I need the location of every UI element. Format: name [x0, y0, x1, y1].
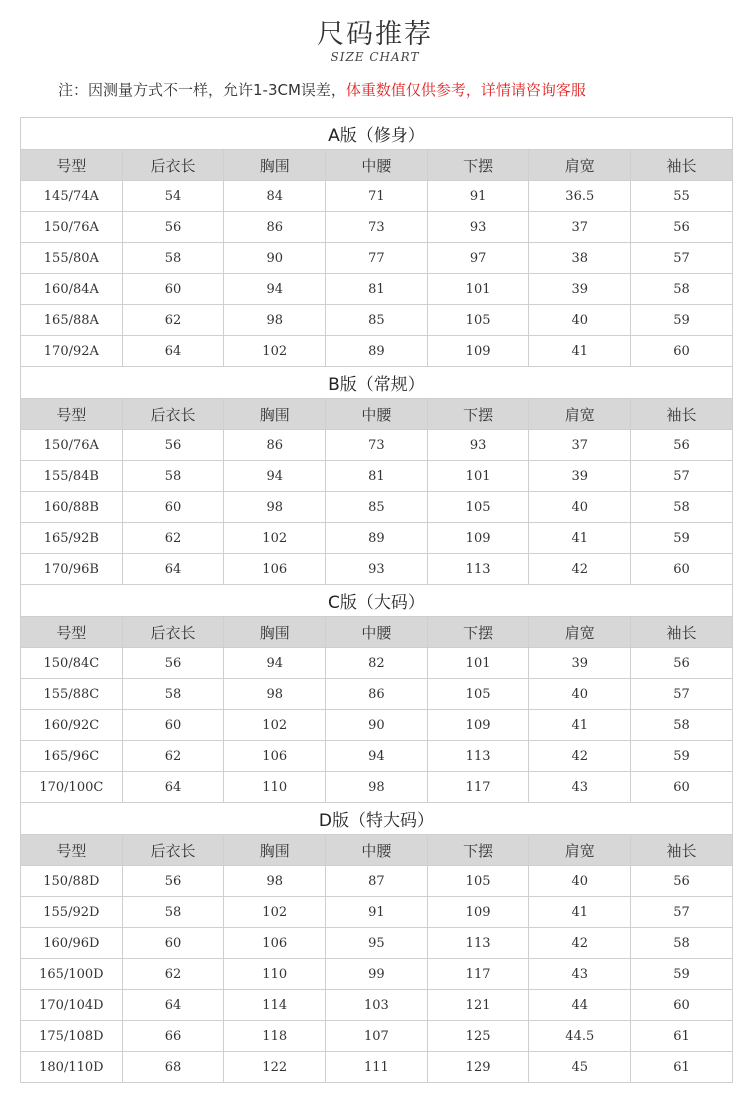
measurement-cell: 62 [122, 741, 224, 772]
size-code-cell: 170/100C [21, 772, 123, 803]
measurement-cell: 56 [631, 866, 733, 897]
table-row [21, 741, 733, 772]
table-row [21, 274, 733, 305]
measurement-cell: 55 [631, 181, 733, 212]
table-row [21, 523, 733, 554]
size-code-cell: 150/76A [21, 430, 123, 461]
measurement-cell: 82 [326, 648, 428, 679]
measurement-cell: 98 [326, 772, 428, 803]
measurement-cell: 42 [529, 554, 631, 585]
table-header-row [21, 399, 733, 430]
table-row [21, 430, 733, 461]
column-header: 胸围 [224, 399, 326, 430]
measurement-cell: 121 [427, 990, 529, 1021]
measurement-cell: 71 [326, 181, 428, 212]
measurement-cell: 59 [631, 959, 733, 990]
column-header: 后衣长 [122, 835, 224, 866]
measurement-cell: 57 [631, 461, 733, 492]
measurement-cell: 109 [427, 897, 529, 928]
measurement-cell: 109 [427, 336, 529, 367]
column-header: 袖长 [631, 835, 733, 866]
size-code-cell: 155/92D [21, 897, 123, 928]
measurement-cell: 105 [427, 305, 529, 336]
measurement-cell: 56 [631, 648, 733, 679]
table-row [21, 897, 733, 928]
measurement-cell: 87 [326, 866, 428, 897]
measurement-cell: 39 [529, 274, 631, 305]
measurement-cell: 39 [529, 648, 631, 679]
column-header: 袖长 [631, 399, 733, 430]
measurement-cell: 58 [122, 679, 224, 710]
measurement-cell: 106 [224, 741, 326, 772]
measurement-cell: 77 [326, 243, 428, 274]
measurement-cell: 37 [529, 430, 631, 461]
section-title: C版（大码） [21, 585, 733, 617]
measurement-cell: 106 [224, 928, 326, 959]
measurement-cell: 86 [224, 430, 326, 461]
measurement-cell: 61 [631, 1021, 733, 1052]
measurement-cell: 89 [326, 523, 428, 554]
column-header: 下摆 [427, 617, 529, 648]
measurement-cell: 99 [326, 959, 428, 990]
page-subtitle: SIZE CHART [330, 50, 420, 64]
table-row [21, 990, 733, 1021]
measurement-cell: 41 [529, 523, 631, 554]
size-code-cell: 165/96C [21, 741, 123, 772]
measurement-cell: 101 [427, 461, 529, 492]
measurement-cell: 56 [122, 430, 224, 461]
measurement-cell: 64 [122, 990, 224, 1021]
table-row [21, 1052, 733, 1083]
table-header-row [21, 617, 733, 648]
measurement-cell: 58 [122, 461, 224, 492]
size-code-cell: 160/88B [21, 492, 123, 523]
measurement-cell: 57 [631, 679, 733, 710]
measurement-cell: 60 [631, 772, 733, 803]
column-header: 袖长 [631, 617, 733, 648]
measurement-cell: 117 [427, 959, 529, 990]
measurement-cell: 101 [427, 648, 529, 679]
measurement-cell: 58 [631, 710, 733, 741]
table-row [21, 305, 733, 336]
column-header: 胸围 [224, 617, 326, 648]
measurement-cell: 36.5 [529, 181, 631, 212]
measurement-cell: 110 [224, 959, 326, 990]
section-title-row [21, 118, 733, 150]
measurement-cell: 64 [122, 772, 224, 803]
column-header: 肩宽 [529, 399, 631, 430]
measurement-cell: 114 [224, 990, 326, 1021]
measurement-cell: 58 [631, 492, 733, 523]
measurement-cell: 98 [224, 492, 326, 523]
column-header: 中腰 [326, 399, 428, 430]
measurement-cell: 98 [224, 866, 326, 897]
column-header: 下摆 [427, 399, 529, 430]
measurement-cell: 61 [631, 1052, 733, 1083]
measurement-cell: 94 [326, 741, 428, 772]
note-text: 注：因测量方式不一样，允许1-3CM误差， [58, 81, 346, 99]
measurement-cell: 91 [427, 181, 529, 212]
table-row [21, 336, 733, 367]
measurement-cell: 60 [122, 928, 224, 959]
section-title-row [21, 585, 733, 617]
measurement-cell: 43 [529, 959, 631, 990]
measurement-cell: 81 [326, 461, 428, 492]
measurement-cell: 105 [427, 866, 529, 897]
measurement-cell: 58 [631, 274, 733, 305]
column-header: 后衣长 [122, 617, 224, 648]
measurement-cell: 62 [122, 959, 224, 990]
column-header: 肩宽 [529, 150, 631, 181]
size-code-cell: 160/96D [21, 928, 123, 959]
measurement-cell: 60 [631, 990, 733, 1021]
table-row [21, 243, 733, 274]
measurement-cell: 103 [326, 990, 428, 1021]
table-row [21, 772, 733, 803]
measurement-cell: 109 [427, 710, 529, 741]
measurement-cell: 107 [326, 1021, 428, 1052]
measurement-cell: 40 [529, 866, 631, 897]
measurement-cell: 58 [631, 928, 733, 959]
measurement-cell: 56 [122, 866, 224, 897]
section-title: D版（特大码） [21, 803, 733, 835]
measurement-cell: 60 [631, 554, 733, 585]
measurement-cell: 56 [122, 648, 224, 679]
measurement-cell: 93 [427, 212, 529, 243]
measurement-cell: 89 [326, 336, 428, 367]
measurement-cell: 85 [326, 305, 428, 336]
measurement-cell: 60 [122, 710, 224, 741]
column-header: 号型 [21, 617, 123, 648]
measurement-cell: 57 [631, 243, 733, 274]
measurement-cell: 94 [224, 274, 326, 305]
measurement-cell: 122 [224, 1052, 326, 1083]
table-row [21, 710, 733, 741]
column-header: 后衣长 [122, 150, 224, 181]
section-title: B版（常规） [21, 367, 733, 399]
measurement-cell: 110 [224, 772, 326, 803]
table-row [21, 181, 733, 212]
table-row [21, 648, 733, 679]
measurement-cell: 94 [224, 461, 326, 492]
measurement-cell: 58 [122, 897, 224, 928]
column-header: 后衣长 [122, 399, 224, 430]
table-row [21, 679, 733, 710]
measurement-cell: 56 [122, 212, 224, 243]
table-row [21, 928, 733, 959]
measurement-cell: 84 [224, 181, 326, 212]
measurement-cell: 109 [427, 523, 529, 554]
column-header: 号型 [21, 150, 123, 181]
measurement-cell: 86 [224, 212, 326, 243]
size-code-cell: 160/92C [21, 710, 123, 741]
size-code-cell: 165/88A [21, 305, 123, 336]
column-header: 下摆 [427, 150, 529, 181]
measurement-cell: 60 [122, 492, 224, 523]
measurement-cell: 56 [631, 212, 733, 243]
measurement-cell: 42 [529, 928, 631, 959]
table-header-row [21, 835, 733, 866]
measurement-cell: 101 [427, 274, 529, 305]
measurement-cell: 85 [326, 492, 428, 523]
measurement-cell: 40 [529, 305, 631, 336]
size-code-cell: 175/108D [21, 1021, 123, 1052]
measurement-cell: 64 [122, 554, 224, 585]
measurement-cell: 73 [326, 430, 428, 461]
size-code-cell: 150/84C [21, 648, 123, 679]
column-header: 肩宽 [529, 835, 631, 866]
measurement-cell: 40 [529, 492, 631, 523]
column-header: 号型 [21, 399, 123, 430]
measurement-note [58, 79, 586, 100]
table-row [21, 212, 733, 243]
table-row [21, 1021, 733, 1052]
measurement-cell: 90 [326, 710, 428, 741]
measurement-cell: 93 [326, 554, 428, 585]
size-code-cell: 165/92B [21, 523, 123, 554]
measurement-cell: 44.5 [529, 1021, 631, 1052]
measurement-cell: 39 [529, 461, 631, 492]
measurement-cell: 113 [427, 554, 529, 585]
measurement-cell: 98 [224, 305, 326, 336]
measurement-cell: 60 [122, 274, 224, 305]
measurement-cell: 58 [122, 243, 224, 274]
size-code-cell: 145/74A [21, 181, 123, 212]
measurement-cell: 111 [326, 1052, 428, 1083]
size-code-cell: 170/96B [21, 554, 123, 585]
measurement-cell: 113 [427, 741, 529, 772]
page-title: 尺码推荐 [317, 19, 433, 50]
measurement-cell: 41 [529, 710, 631, 741]
measurement-cell: 113 [427, 928, 529, 959]
measurement-cell: 42 [529, 741, 631, 772]
column-header: 中腰 [326, 835, 428, 866]
measurement-cell: 118 [224, 1021, 326, 1052]
measurement-cell: 129 [427, 1052, 529, 1083]
measurement-cell: 60 [631, 336, 733, 367]
measurement-cell: 86 [326, 679, 428, 710]
measurement-cell: 62 [122, 305, 224, 336]
measurement-cell: 125 [427, 1021, 529, 1052]
size-code-cell: 180/110D [21, 1052, 123, 1083]
measurement-cell: 59 [631, 741, 733, 772]
section-title: A版（修身） [21, 118, 733, 150]
measurement-cell: 38 [529, 243, 631, 274]
measurement-cell: 40 [529, 679, 631, 710]
measurement-cell: 45 [529, 1052, 631, 1083]
size-code-cell: 155/88C [21, 679, 123, 710]
measurement-cell: 102 [224, 523, 326, 554]
table-row [21, 554, 733, 585]
measurement-cell: 56 [631, 430, 733, 461]
table-row [21, 461, 733, 492]
column-header: 中腰 [326, 150, 428, 181]
table-header-row [21, 150, 733, 181]
size-code-cell: 160/84A [21, 274, 123, 305]
section-title-row [21, 803, 733, 835]
size-code-cell: 165/100D [21, 959, 123, 990]
measurement-cell: 66 [122, 1021, 224, 1052]
measurement-cell: 59 [631, 523, 733, 554]
column-header: 中腰 [326, 617, 428, 648]
measurement-cell: 117 [427, 772, 529, 803]
size-code-cell: 155/80A [21, 243, 123, 274]
measurement-cell: 106 [224, 554, 326, 585]
table-row [21, 866, 733, 897]
column-header: 号型 [21, 835, 123, 866]
column-header: 胸围 [224, 150, 326, 181]
measurement-cell: 41 [529, 897, 631, 928]
measurement-cell: 41 [529, 336, 631, 367]
measurement-cell: 98 [224, 679, 326, 710]
measurement-cell: 73 [326, 212, 428, 243]
measurement-cell: 91 [326, 897, 428, 928]
measurement-cell: 102 [224, 336, 326, 367]
measurement-cell: 59 [631, 305, 733, 336]
measurement-cell: 105 [427, 679, 529, 710]
measurement-cell: 102 [224, 710, 326, 741]
measurement-cell: 97 [427, 243, 529, 274]
measurement-cell: 57 [631, 897, 733, 928]
column-header: 下摆 [427, 835, 529, 866]
measurement-cell: 54 [122, 181, 224, 212]
size-chart [20, 117, 732, 1083]
measurement-cell: 81 [326, 274, 428, 305]
size-code-cell: 150/76A [21, 212, 123, 243]
table-row [21, 492, 733, 523]
measurement-cell: 68 [122, 1052, 224, 1083]
section-title-row [21, 367, 733, 399]
table-row [21, 959, 733, 990]
size-table [20, 117, 733, 1083]
size-code-cell: 155/84B [21, 461, 123, 492]
measurement-cell: 95 [326, 928, 428, 959]
column-header: 胸围 [224, 835, 326, 866]
measurement-cell: 37 [529, 212, 631, 243]
measurement-cell: 64 [122, 336, 224, 367]
measurement-cell: 43 [529, 772, 631, 803]
size-code-cell: 150/88D [21, 866, 123, 897]
size-code-cell: 170/104D [21, 990, 123, 1021]
measurement-cell: 94 [224, 648, 326, 679]
measurement-cell: 90 [224, 243, 326, 274]
measurement-cell: 44 [529, 990, 631, 1021]
column-header: 肩宽 [529, 617, 631, 648]
size-code-cell: 170/92A [21, 336, 123, 367]
column-header: 袖长 [631, 150, 733, 181]
measurement-cell: 102 [224, 897, 326, 928]
measurement-cell: 93 [427, 430, 529, 461]
note-warning-text: 体重数值仅供参考，详情请咨询客服 [345, 81, 586, 99]
measurement-cell: 105 [427, 492, 529, 523]
measurement-cell: 62 [122, 523, 224, 554]
